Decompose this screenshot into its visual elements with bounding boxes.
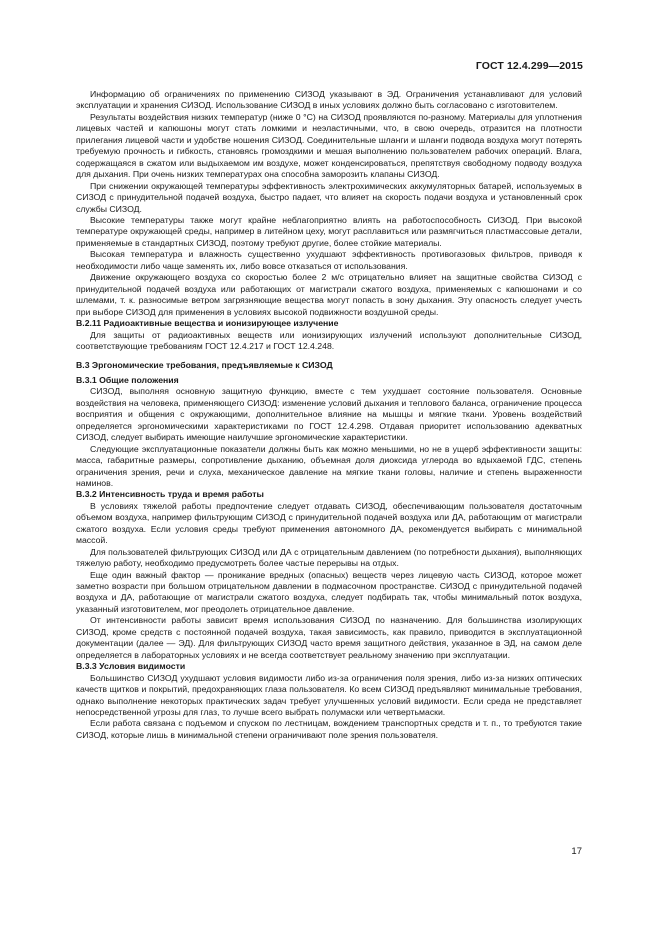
page-number: 17	[571, 846, 582, 857]
paragraph: При снижении окружающей температуры эффективность электрохимических аккумуляторных батарей, используемых в СИЗОД с принудительной подачей воздуха, быстро падает, что влияет на скорость подачи воздуха и установленный срок службы СИЗОД.	[76, 180, 582, 214]
paragraph: Высокие температуры также могут крайне неблагоприятно влиять на работоспособность СИЗОД. При высокой температуре окружающей среды, например в литейном цеху, могут расплавиться или размягчиться пластмассовые детали, применяемые в стандартных СИЗОД, поэтому требуют другие, более стойкие материалы.	[76, 214, 582, 248]
paragraph: Информацию об ограничениях по применению СИЗОД указывают в ЭД. Ограничения устанавливают для условий эксплуатации и хранения СИЗОД. Использование СИЗОД в иных условиях должно быть согласовано с изготовителем.	[76, 89, 582, 111]
subsection-heading-b-3-1: В.3.1 Общие положения	[76, 374, 179, 385]
paragraph: Для пользователей фильтрующих СИЗОД или ДА с отрицательным давлением (по потребности дыхания), выполняющих тяжелую работу, необходимо предусмотреть более частые перерывы на отдых.	[76, 546, 582, 569]
paragraph: В условиях тяжелой работы предпочтение следует отдавать СИЗОД, обеспечивающим пользователя достаточным объемом воздуха, например фильтрующим СИЗОД с принудительной подачей воздуха или ДА, работающим от магистрали сжатого воздуха. Если условия среды требуют применения автономного ДА, рекомендуется выбирать с минимальной массой.	[76, 500, 582, 546]
paragraph: Движение окружающего воздуха со скоростью более 2 м/с отрицательно влияет на защитные свойства СИЗОД с принудительной подачей воздуха или работающих от магистрали сжатого воздуха, применяемых с капюшонами и со шлемами, т. к. разносимые ветром загрязняющие вещества могут попасть в зону дыхания. Эту опасность следует учесть при выборе СИЗОД для применения в условиях высокой подвижности воздушной среды.	[76, 272, 582, 317]
paragraph: Большинство СИЗОД ухудшают условия видимости либо из-за ограничения поля зрения, либо из-за низких оптических качеств щитков и покрытий, предохраняющих глаза пользователя. Ко всем СИЗОД предъявляют минимальные требования, однако выполнение некоторых практических задач требует улучшенных условий видимости. Если среда не представляет непосредственной угрозы для глаз, то лучше всего выбрать полумаски или четвертьмаски.	[76, 672, 582, 718]
section-heading-b-3: В.3 Эргономические требования, предъявляемые к СИЗОД	[76, 360, 333, 371]
paragraph: Еще один важный фактор — проникание вредных (опасных) веществ через лицевую часть СИЗОД, которое может заметно возрасти при большом отрицательном давлении в подмасочном пространстве. СИЗОД с принудительной подачей воздуха и ДА, работающие от магистрали сжатого воздуха, следует подбирать так, чтобы минимальный поток воздуха, указанный изготовителем, мог преодолеть отрицательное давление.	[76, 569, 582, 614]
paragraph: От интенсивности работы зависит время использования СИЗОД по назначению. Для большинства изолирующих СИЗОД, кроме средств с постоянной подачей воздуха, такая зависимость, как правило, приводится в эксплуатационной документации (далее — ЭД). Для фильтрующих СИЗОД часто время защитного действия, указанное в ЭД, на самом деле определяется в лабораторных условиях и не всегда соответствует реальному значению при эксплуатации.	[76, 615, 582, 660]
subsection-heading-b-3-2: В.3.2 Интенсивность труда и время работы	[76, 489, 264, 500]
paragraph: Для защиты от радиоактивных веществ или ионизирующих излучений используют дополнительные СИЗОД, соответствующие требованиям ГОСТ 12.4.217 и ГОСТ 12.4.248.	[76, 329, 582, 351]
paragraph: Результаты воздействия низких температур (ниже 0 °С) на СИЗОД проявляются по-разному. Материалы для уплотнения лицевых частей и капюшоны могут стать ломкими и неэластичными, что, в свою очередь, отразится на плотности прилегания лицевой части и удобстве ношения СИЗОД. Соединительные шланги и шланги подвода воздуха могут потерять требуемую прочность и гибкость, становясь громоздкими и мешая выполнению пользователем рабочих операций. Влага, содержащаяся в сжатом или выдыхаемом им воздухе, может конденсироваться, препятствуя свободному подводу воздуха для дыхания. При очень низких температурах она способна заморозить клапаны СИЗОД.	[76, 111, 582, 180]
page-header-standard: ГОСТ 12.4.299—2015	[475, 60, 583, 72]
paragraph: Следующие эксплуатационные показатели должны быть как можно меньшими, но не в ущерб эффективности защиты: масса, габаритные размеры, сопротивление дыханию, объемная доля диоксида углерода во вдыхаемой ГДС, степень ограничения зрения, речи и слуха, механическое давление на мягкие ткани головы, наличие и степень выраженности наминов.	[76, 443, 582, 488]
paragraph: Если работа связана с подъемом и спуском по лестницам, вождением транспортных средств и т. п., то требуются такие СИЗОД, которые лишь в минимальной степени ограничивают поле зрения пользователя.	[76, 718, 582, 740]
document-body	[76, 89, 582, 741]
paragraph: СИЗОД, выполняя основную защитную функцию, вместе с тем ухудшает состояние пользователя. Основные воздействия на человека, применяющего СИЗОД: изменение условий дыхания и теплового баланса, ограничение процесса восприятия и общения с окружающими, дополнительное влияние на мышцы и мягкие ткани. Уровень воздействий определяется эргономическими характеристиками по ГОСТ 12.4.298. Отдавая приоритет использованию адекватных СИЗОД, следует выбирать имеющие наилучшие эргономические характеристики.	[76, 386, 582, 443]
subsection-heading-b-2-11: В.2.11 Радиоактивные вещества и ионизирующее излучение	[76, 318, 339, 329]
paragraph: Высокая температура и влажность существенно ухудшают эффективность противогазовых фильтров, приводя к необходимости либо чаще заменять их, либо вовсе отказаться от использования.	[76, 249, 582, 271]
subsection-heading-b-3-3: В.3.3 Условия видимости	[76, 661, 186, 672]
